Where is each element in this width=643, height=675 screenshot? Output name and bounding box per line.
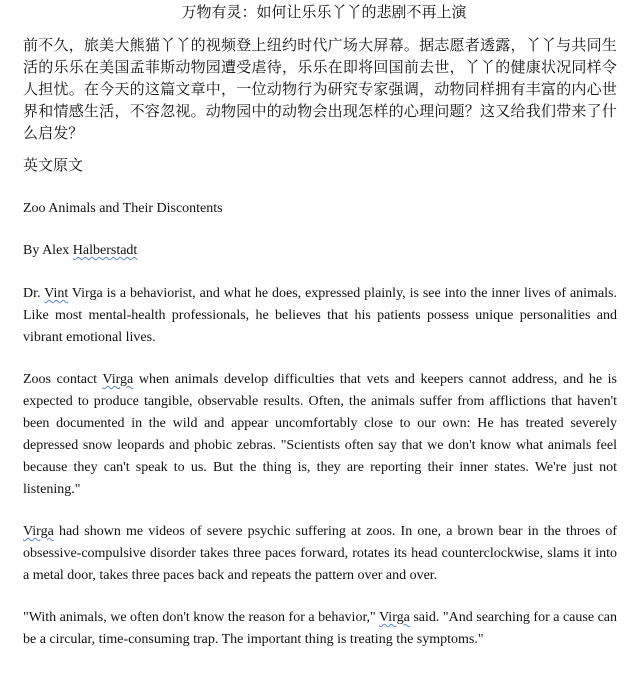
article-paragraph-4 bbox=[23, 607, 617, 651]
article-paragraph-3 bbox=[23, 521, 617, 587]
byline-prefix: By Alex bbox=[23, 243, 73, 258]
paragraph-4-text: said. "And searching for a cause can be a circular, time-consuming trap. The important thing is treating the symptoms." bbox=[23, 610, 617, 647]
paragraph-2-lead: Zoos contact bbox=[23, 372, 103, 387]
article-title: Zoo Animals and Their Discontents bbox=[23, 201, 223, 216]
paragraph-1-text: Virga is a behaviorist, and what he does, expressed plainly, is see into the inner lives of animals. Like most mental-health professionals, he believes that his patients possess unique personalities and vibrant emotional lives. bbox=[23, 286, 618, 345]
author-surname: Halberstadt bbox=[72, 243, 138, 258]
chinese-intro-paragraph: 前不久，旅美大熊猫丫丫的视频登上纽约时代广场大屏幕。据志愿者透露，丫丫与共同生活的乐乐在美国孟菲斯动物园遭受虐待，乐乐在即将回国前去世，丫丫的健康状况同样令人担忧。在今天的这篇文章中，一位动物行为研究专家强调，动物同样拥有丰富的内心世界和情感生活，不容忽视。动物园中的动物会出现怎样的心理问题？这又给我们带来了什么启发？ bbox=[23, 38, 617, 142]
article-paragraph-2 bbox=[23, 369, 617, 501]
paragraph-3-text: had shown me videos of severe psychic suffering at zoos. In one, a brown bear in the throes of obsessive-compulsive disorder takes three paces forward, rotates its head counterclockwise, slams it into a metal door, takes three paces back and repeats the pattern over and over. bbox=[23, 524, 617, 583]
paragraph-1-name: Vint bbox=[44, 286, 69, 301]
paragraph-3-name: Virga bbox=[23, 524, 54, 539]
paragraph-2-text: when animals develop difficulties that vets and keepers cannot address, and he is expected to produce tangible, observable results. Often, the animals suffer from afflictions that haven't been documented in the wild and appear uncomfortably close to our own: He has treated severely depressed snow leopards and phobic zebras. "Scientists often say that we don't know what animals feel because they can't speak to us. But the thing is, they are reporting their inner states. We're just not listening." bbox=[23, 372, 617, 497]
document-title: 万物有灵：如何让乐乐丫丫的悲剧不再上演 bbox=[181, 5, 467, 21]
section-heading: 英文原文 bbox=[23, 158, 84, 174]
paragraph-4-name: Virga bbox=[379, 610, 410, 625]
paragraph-4-lead: "With animals, we often don't know the reason for a behavior," bbox=[23, 610, 380, 625]
paragraph-1-lead: Dr. bbox=[23, 286, 45, 301]
byline bbox=[23, 241, 617, 261]
article-paragraph-1 bbox=[23, 283, 617, 349]
paragraph-2-name: Virga bbox=[102, 372, 134, 387]
